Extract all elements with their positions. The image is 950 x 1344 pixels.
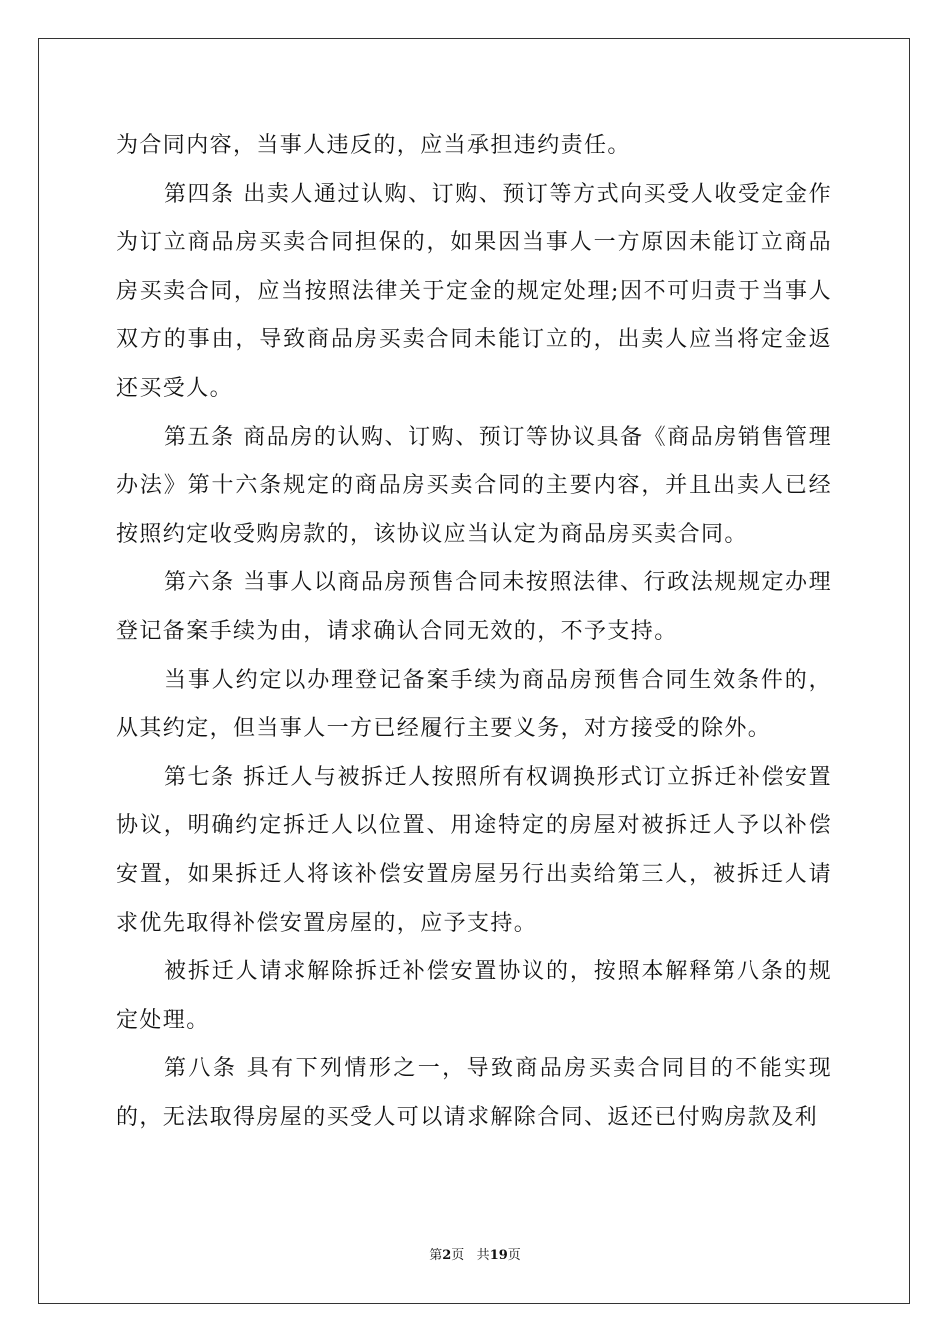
total-prefix: 共 bbox=[476, 1248, 490, 1263]
paragraph-article-5: 第五条 商品房的认购、订购、预订等协议具备《商品房销售管理办法》第十六条规定的商品房买卖合同的主要内容，并且出卖人已经按照约定收受购房款的，该协议应当认定为商品房买卖合同。 bbox=[116, 424, 832, 547]
total-pages: 19 bbox=[489, 1248, 508, 1263]
paragraph-article-8: 第八条 具有下列情形之一，导致商品房买卖合同目的不能实现的，无法取得房屋的买受人可以请求解除合同、返还已付购房款及利 bbox=[116, 1056, 832, 1130]
paragraph-article-7: 第七条 拆迁人与被拆迁人按照所有权调换形式订立拆迁补偿安置协议，明确约定拆迁人以位置、用途特定的房屋对被拆迁人予以补偿安置，如果拆迁人将该补偿安置房屋另行出卖给第三人，被拆迁人请求优先取得补偿安置房屋的，应予支持。 bbox=[116, 764, 832, 936]
page-footer bbox=[0, 1244, 950, 1263]
page-suffix: 页 bbox=[451, 1248, 465, 1263]
paragraph-article-7-clause: 被拆迁人请求解除拆迁补偿安置协议的，按照本解释第八条的规定处理。 bbox=[116, 959, 832, 1033]
page-number: 2 bbox=[442, 1248, 452, 1263]
paragraph-article-4: 第四条 出卖人通过认购、订购、预订等方式向买受人收受定金作为订立商品房买卖合同担保的，如果因当事人一方原因未能订立商品房买卖合同，应当按照法律关于定金的规定处理;因不可归责于当事人双方的事由，导致商品房买卖合同未能订立的，出卖人应当将定金返还买受人。 bbox=[116, 181, 832, 401]
paragraph-article-6: 第六条 当事人以商品房预售合同未按照法律、行政法规规定办理登记备案手续为由，请求确认合同无效的，不予支持。 bbox=[116, 570, 832, 644]
page-prefix: 第 bbox=[429, 1248, 443, 1263]
paragraph-continuation: 为合同内容，当事人违反的，应当承担违约责任。 bbox=[116, 133, 631, 158]
total-suffix: 页 bbox=[507, 1248, 521, 1263]
paragraph-article-6-clause: 当事人约定以办理登记备案手续为商品房预售合同生效条件的，从其约定，但当事人一方已经履行主要义务，对方接受的除外。 bbox=[116, 667, 832, 742]
document-body bbox=[116, 122, 832, 1142]
